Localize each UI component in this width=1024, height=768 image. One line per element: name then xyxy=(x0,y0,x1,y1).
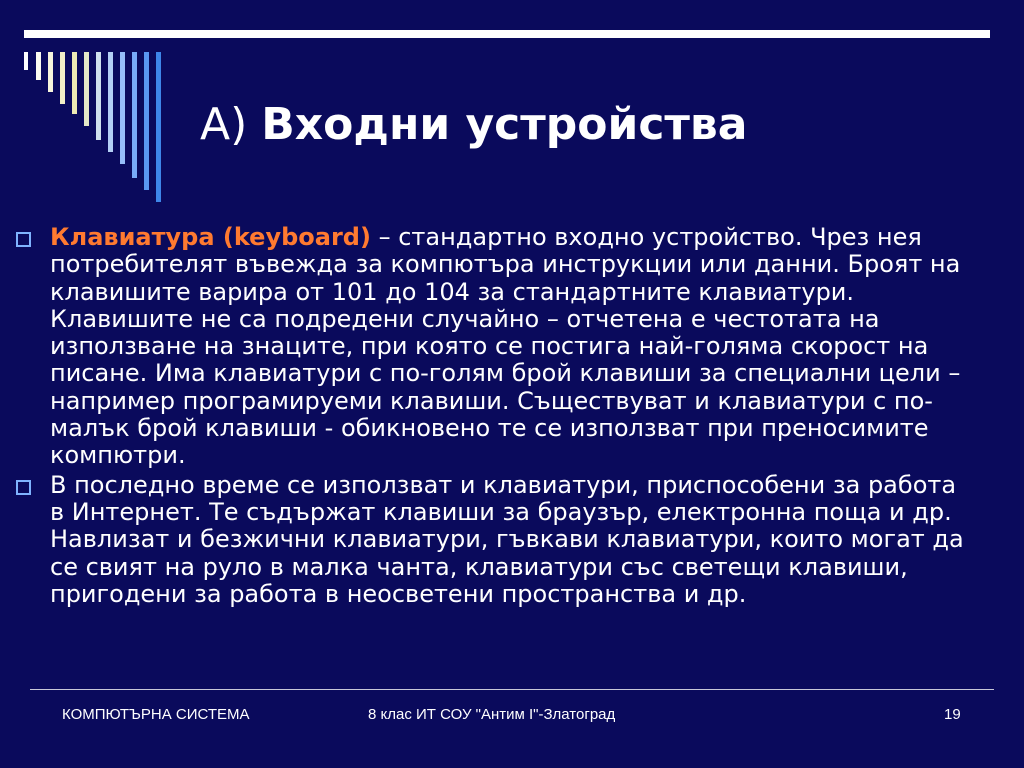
slide-title xyxy=(200,95,747,155)
bullet-text: В последно време се използват и клавиатури, приспособени за работа в Интернет. Те съдържат клавиши за браузър, електронна поща и др. Навлизат и безжични клавиатури, гъвкави клавиатури, които могат да се свият на руло в малка чанта, клавиатури със светещи клавиши, пригодени за работа в неосветени пространства и др. xyxy=(50,470,964,608)
top-rule xyxy=(24,30,990,38)
slide-body xyxy=(16,224,976,610)
bullet-term: Клавиатура (keyboard) xyxy=(50,223,371,251)
footer-center-text: 8 клас ИТ СОУ "Антим I"-Златоград xyxy=(368,706,616,723)
square-bullet-icon xyxy=(16,232,31,247)
bullet-keyboard xyxy=(16,224,976,470)
bullet-internet-keyboards xyxy=(16,472,976,608)
bullet-text: – стандартно входно устройство. Чрез нея потребителят въвежда за компютъра инструкции или данни. Броят на клавишите варира от 101 до 104 за стандартните клавиатури. Клавишите не са подредени случайно – отчетена е честотата на използване на знаците, при която се постига най-голяма скорост на писане. Има клавиатури с по-голям брой клавиши за специални цели – например програмируеми клавиши. Съществуват и клавиатури с по-малък брой клавиши - обикновено те се използват при преносимите компютри. xyxy=(50,223,961,470)
decorative-bars xyxy=(24,52,174,212)
footer-left-text: КОМПЮТЪРНА СИСТЕМА xyxy=(62,706,250,723)
title-main: Входни устройства xyxy=(261,99,748,150)
page-number: 19 xyxy=(944,706,961,723)
square-bullet-icon xyxy=(16,480,31,495)
footer-rule xyxy=(30,689,994,690)
title-prefix: А) xyxy=(200,99,248,150)
